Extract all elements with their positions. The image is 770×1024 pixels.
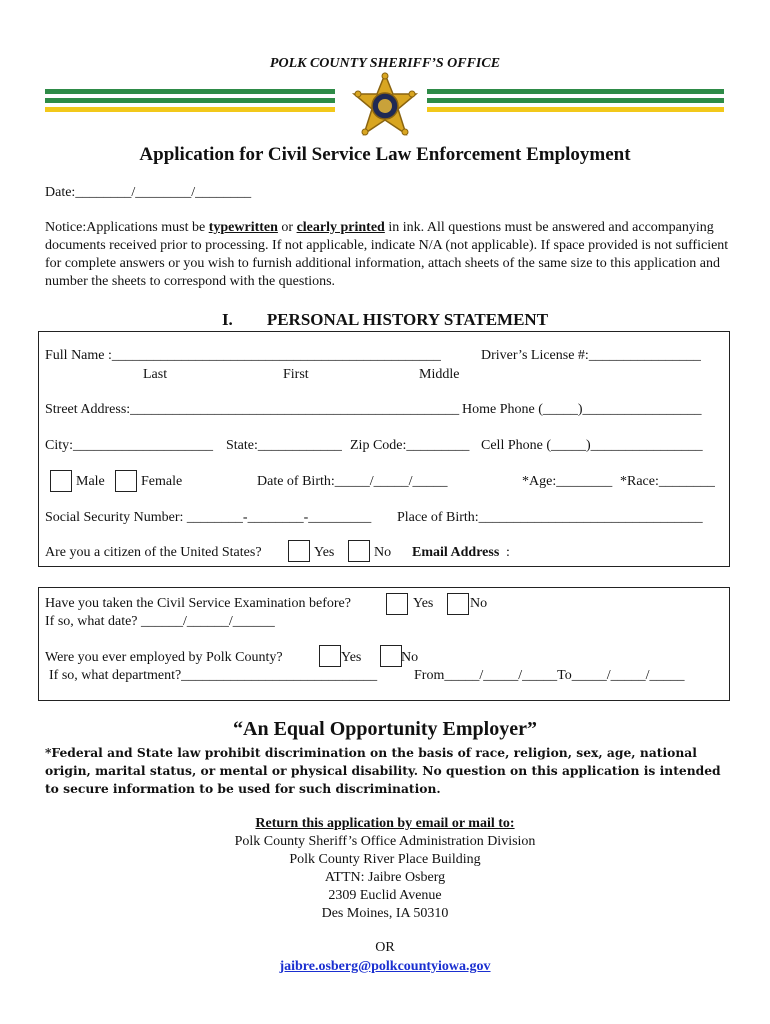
middle-name-label: Middle xyxy=(419,367,460,382)
home-phone-field[interactable]: Home Phone (_____)_________________ xyxy=(462,402,702,417)
email-address-colon: : xyxy=(506,545,510,560)
exam-yes-label: Yes xyxy=(413,596,434,611)
return-email-container xyxy=(0,959,770,975)
date-field[interactable]: Date:________/________/________ xyxy=(45,185,252,200)
notice-clearly-printed: clearly printed xyxy=(296,220,385,235)
left-green-stripe xyxy=(45,89,335,94)
return-line-city: Des Moines, IA 50310 xyxy=(321,906,449,921)
left-yellow-stripe xyxy=(45,107,335,112)
first-name-label: First xyxy=(283,367,309,382)
citizen-no-checkbox[interactable] xyxy=(348,540,370,562)
citizen-no-label: No xyxy=(374,545,392,560)
department-field[interactable]: If so, what department?____________________________ xyxy=(49,668,378,683)
section-number: I. xyxy=(221,310,233,329)
notice-prefix: Notice:Applications must be xyxy=(45,220,209,235)
eeo-disclaimer: *Federal and State law prohibit discrimination on the basis of race, religion, sex, age, national origin, marital status, or mental or physical disability. No question on this application is intended to secure information to be used for such discrimination. xyxy=(45,745,721,796)
age-field[interactable]: *Age:________ xyxy=(522,474,613,489)
agency-name: POLK COUNTY SHERIFF’S OFFICE xyxy=(269,56,501,71)
street-address-field[interactable]: Street Address:_______________________________________________ xyxy=(45,402,460,417)
date-of-birth-field[interactable]: Date of Birth:_____/_____/_____ xyxy=(257,474,448,489)
ssn-field[interactable]: Social Security Number: ________-________-_________ xyxy=(45,510,372,525)
zip-code-field[interactable]: Zip Code:_________ xyxy=(350,438,470,453)
citizen-question: Are you a citizen of the United States? xyxy=(45,545,262,560)
exam-question: Have you taken the Civil Service Examination before? xyxy=(45,596,351,611)
citizen-yes-checkbox[interactable] xyxy=(288,540,310,562)
last-name-label: Last xyxy=(143,367,168,382)
notice-paragraph xyxy=(45,219,735,291)
right-green-stripe xyxy=(427,89,724,94)
exam-no-checkbox[interactable] xyxy=(447,593,469,615)
return-line-building: Polk County River Place Building xyxy=(289,852,481,867)
return-line-attn: ATTN: Jaibre Osberg xyxy=(324,870,446,885)
employed-question: Were you ever employed by Polk County? xyxy=(45,650,283,665)
drivers-license-field[interactable]: Driver’s License #:________________ xyxy=(481,348,701,363)
place-of-birth-field[interactable]: Place of Birth:________________________________ xyxy=(397,510,703,525)
employed-no-checkbox[interactable] xyxy=(380,645,402,667)
state-field[interactable]: State:____________ xyxy=(226,438,342,453)
female-label: Female xyxy=(141,474,183,489)
eeo-heading: “An Equal Opportunity Employer” xyxy=(233,718,537,740)
exam-yes-checkbox[interactable] xyxy=(386,593,408,615)
employed-yes-label: Yes xyxy=(341,650,362,665)
sheriff-star-badge-icon xyxy=(350,72,420,144)
right-yellow-stripe xyxy=(427,107,724,112)
full-name-field[interactable]: Full Name :_______________________________________________ xyxy=(45,348,441,363)
right-green-stripe-2 xyxy=(427,98,724,103)
male-checkbox[interactable] xyxy=(50,470,72,492)
return-line-street: 2309 Euclid Avenue xyxy=(328,888,442,903)
female-checkbox[interactable] xyxy=(115,470,137,492)
exam-no-label: No xyxy=(470,596,488,611)
employed-yes-checkbox[interactable] xyxy=(319,645,341,667)
return-heading: Return this application by email or mail to: xyxy=(255,816,515,831)
city-field[interactable]: City:____________________ xyxy=(45,438,214,453)
employment-dates-field[interactable]: From_____/_____/_____To_____/_____/_____ xyxy=(414,668,685,683)
male-label: Male xyxy=(76,474,105,489)
notice-rest: in ink. All questions must be answered and accompanying documents received prior to processing. If not applicable, indicate N/A (not applicable). If space provided is not sufficient for complete answers or you wish to furnish additional information, attach sheets of the same size to this application and number the sheets to correspond with the questions. xyxy=(45,220,729,289)
left-green-stripe-2 xyxy=(45,98,335,103)
citizen-yes-label: Yes xyxy=(314,545,335,560)
cell-phone-field[interactable]: Cell Phone (_____)________________ xyxy=(481,438,703,453)
page-title: Application for Civil Service Law Enforcement Employment xyxy=(139,144,631,165)
notice-or: or xyxy=(277,220,297,235)
race-field[interactable]: *Race:________ xyxy=(620,474,715,489)
section-title: PERSONAL HISTORY STATEMENT xyxy=(266,310,549,329)
exam-date-field[interactable]: If so, what date? ______/______/______ xyxy=(45,614,275,629)
return-line-division: Polk County Sheriff’s Office Administration Division xyxy=(234,834,536,849)
return-or: OR xyxy=(375,940,395,955)
email-address-label[interactable]: Email Address xyxy=(412,545,500,560)
section-heading xyxy=(0,310,770,330)
employed-no-label: No xyxy=(401,650,419,665)
return-email-link[interactable]: jaibre.osberg@polkcountyiowa.gov xyxy=(279,959,491,974)
notice-typewritten: typewritten xyxy=(208,220,278,235)
